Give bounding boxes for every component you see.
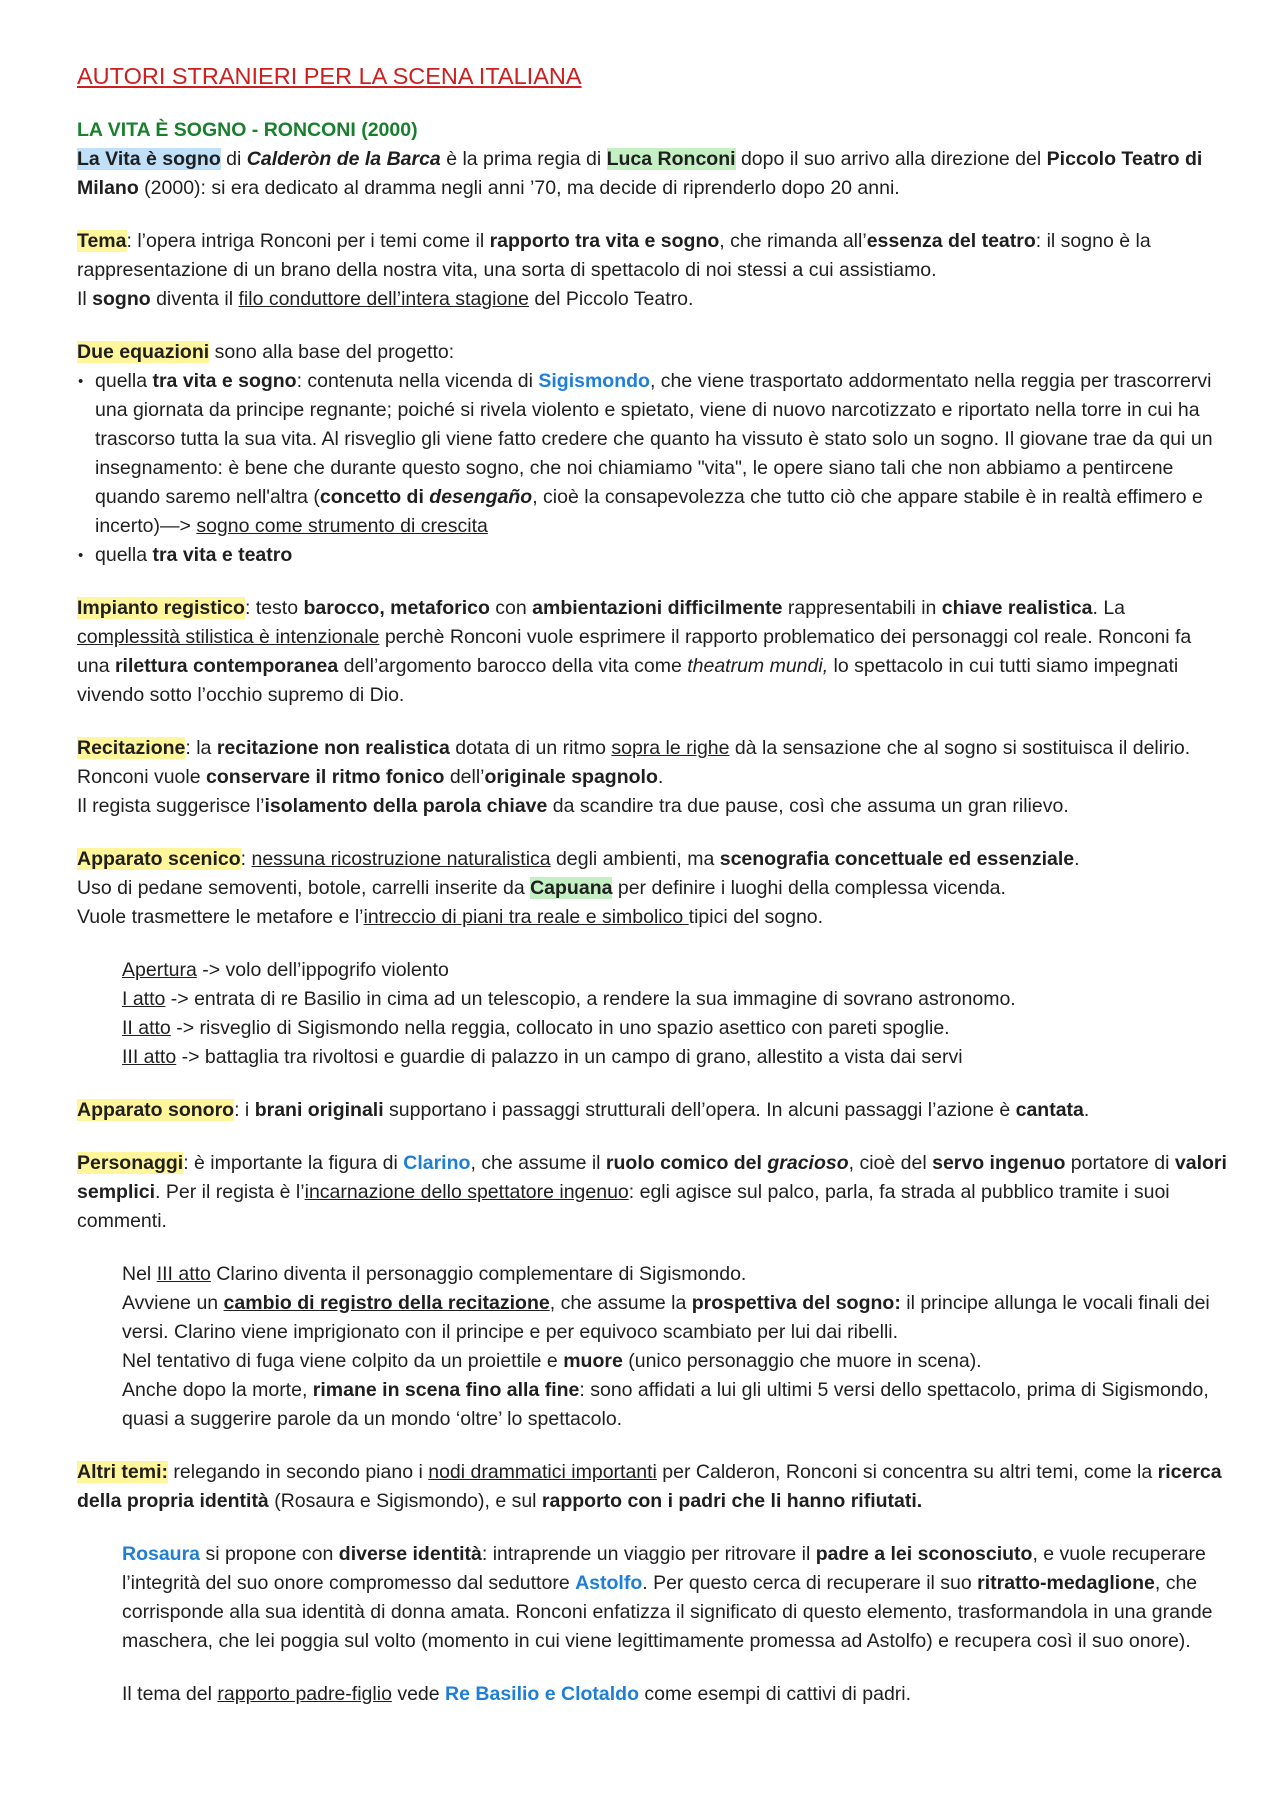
label-due-equazioni: Due equazioni [77, 341, 210, 363]
atti-list [122, 956, 1227, 1072]
list-item: • quella tra vita e teatro [95, 541, 1227, 570]
label-apparato-scenico: Apparato scenico [77, 848, 241, 870]
intro-paragraph: La Vita è sogno di Calderòn de la Barca è la prima regia di Luca Ronconi dopo il suo arrivo alla direzione del Piccolo Teatro di Milano (2000): si era dedicato al dramma negli anni ’70, ma decide di riprenderlo dopo 20 anni. [77, 148, 1203, 199]
clarino-block: Nel III atto Clarino diventa il personaggio complementare di Sigismondo. Avviene un cambio di registro della recitazione, che assume la prospettiva del sogno: il principe allunga le vocali finali dei versi. Clarino viene imprigionato con il principe e per equivoco scambiato per lui dai ribelli. Nel tentativo di fuga viene colpito da un proiettile e muore (unico personaggio che muore in scena). Anche dopo la morte, rimane in scena fino alla fine: sono affidati a lui gli ultimi 5 versi dello spettacolo, prima di Sigismondo, quasi a suggerire parole da un mondo ‘oltre’ lo spettacolo. [122, 1263, 1210, 1430]
list-item: II atto -> risveglio di Sigismondo nella reggia, collocato in uno spazio asettico con pareti spoglie. [122, 1017, 950, 1039]
highlight-work-title: La Vita è sogno [77, 148, 221, 170]
sonoro-paragraph: Apparato sonoro: i brani originali supportano i passaggi strutturali dell’opera. In alcuni passaggi l’azione è cantata. [77, 1099, 1090, 1121]
recitazione-block: Recitazione: la recitazione non realistica dotata di un ritmo sopra le righe dà la sensazione che al sogno si sostituisca il delirio. Ronconi vuole conservare il ritmo fonico dell’originale spagnolo. Il regista suggerisce l’isolamento della parola chiave da scandire tra due pause, così che assuma un gran rilievo. [77, 737, 1191, 817]
list-item: Apertura -> volo dell’ippogrifo violento [122, 959, 449, 981]
impianto-paragraph: Impianto registico: testo barocco, metaforico con ambientazioni difficilmente rappresentabili in chiave realistica. La complessità stilistica è intenzionale perchè Ronconi vuole esprimere il rapporto problematico dei personaggi col reale. Ronconi fa una rilettura contemporanea dell’argomento barocco della vita come theatrum mundi, lo spettacolo in cui tutti siamo impegnati vivendo sotto l’occhio supremo di Dio. [77, 597, 1192, 706]
altri-temi-paragraph: Altri temi: relegando in secondo piano i nodi drammatici importanti per Calderon, Ronconi si concentra su altri temi, come la ricerca della propria identità (Rosaura e Sigismondo), e sul rapporto con i padri che li hanno rifiutati. [77, 1461, 1222, 1512]
list-item: I atto -> entrata di re Basilio in cima ad un telescopio, a rendere la sua immagine di sovrano astronomo. [122, 988, 1016, 1010]
label-apparato-sonoro: Apparato sonoro [77, 1099, 235, 1121]
label-tema: Tema [77, 230, 127, 252]
page-title: AUTORI STRANIERI PER LA SCENA ITALIANA [77, 63, 582, 89]
padri-paragraph: Il tema del rapporto padre-figlio vede Re Basilio e Clotaldo come esempi di cattivi di padri. [122, 1683, 912, 1705]
equazioni-list [77, 367, 1227, 570]
label-impianto-registico: Impianto registico [77, 597, 245, 619]
label-recitazione: Recitazione [77, 737, 186, 759]
rosaura-paragraph: Rosaura si propone con diverse identità: intraprende un viaggio per ritrovare il padre a lei sconosciuto, e vuole recuperare l’integrità del suo onore compromesso dal seduttore Astolfo. Per questo cerca di recuperare il suo ritratto-medaglione, che corrisponde alla sua identità di donna amata. Ronconi enfatizza il significato di questo elemento, trasformandola in una grande maschera, che lei poggia sul volto (momento in cui viene legittimamente promessa ad Astolfo) e recupera così il suo onore). [122, 1543, 1213, 1652]
label-altri-temi: Altri temi: [77, 1461, 169, 1483]
equazioni-block: Due equazioni sono alla base del progetto: • quella tra vita e sogno: contenuta nella vicenda di Sigismondo, che viene trasportato addormentato nella reggia per trascorrervi una giornata da principe regnante; poiché si rivela violento e spietato, viene di nuovo narcotizzato e riportato nella torre in cui ha trascorso tutta la sua vita. Al risveglio gli viene fatto credere che quanto ha vissuto è stato solo un sogno. Il giovane trae da qui un insegnamento: è bene che durante questo sogno, che noi chiamiamo "vita", le opere siano tali che non abbiamo a pentircene quando saremo nell'altra (concetto di desengaño, cioè la consapevolezza che tutto ciò che appare stabile è in realtà effimero e incerto)—> sogno come strumento di crescita • quella tra vita e teatro [77, 338, 1227, 570]
document-page [77, 58, 1227, 1709]
tema-block: Tema: l’opera intriga Ronconi per i temi come il rapporto tra vita e sogno, che rimanda all’essenza del teatro: il sogno è la rappresentazione di un brano della nostra vita, una sorta di spettacolo di noi stessi a cui assistiamo. Il sogno diventa il filo conduttore dell’intera stagione del Piccolo Teatro. [77, 230, 1151, 310]
highlight-capuana: Capuana [530, 877, 613, 899]
list-item: • quella tra vita e sogno: contenuta nella vicenda di Sigismondo, che viene trasportato addormentato nella reggia per trascorrervi una giornata da principe regnante; poiché si rivela violento e spietato, viene di nuovo narcotizzato e riportato nella torre in cui ha trascorso tutta la sua vita. Al risveglio gli viene fatto credere che quanto ha vissuto è stato solo un sogno. Il giovane trae da qui un insegnamento: è bene che durante questo sogno, che noi chiamiamo "vita", le opere siano tali che non abbiamo a pentircene quando saremo nell'altra (concetto di desengaño, cioè la consapevolezza che tutto ciò che appare stabile è in realtà effimero e incerto)—> sogno come strumento di crescita [95, 367, 1227, 541]
label-personaggi: Personaggi [77, 1152, 184, 1174]
section-heading: LA VITA È SOGNO - RONCONI (2000) [77, 119, 418, 141]
scenico-block: Apparato scenico: nessuna ricostruzione naturalistica degli ambienti, ma scenografia concettuale ed essenziale. Uso di pedane semoventi, botole, carrelli inserite da Capuana per definire i luoghi della complessa vicenda. Vuole trasmettere le metafore e l’intreccio di piani tra reale e simbolico tipici del sogno. [77, 848, 1080, 928]
highlight-director: Luca Ronconi [606, 148, 736, 170]
list-item: III atto -> battaglia tra rivoltosi e guardie di palazzo in un campo di grano, allestito a vista dai servi [122, 1046, 963, 1068]
personaggi-paragraph: Personaggi: è importante la figura di Clarino, che assume il ruolo comico del gracioso, cioè del servo ingenuo portatore di valori semplici. Per il regista è l’incarnazione dello spettatore ingenuo: egli agisce sul palco, parla, fa strada al pubblico tramite i suoi commenti. [77, 1152, 1227, 1232]
